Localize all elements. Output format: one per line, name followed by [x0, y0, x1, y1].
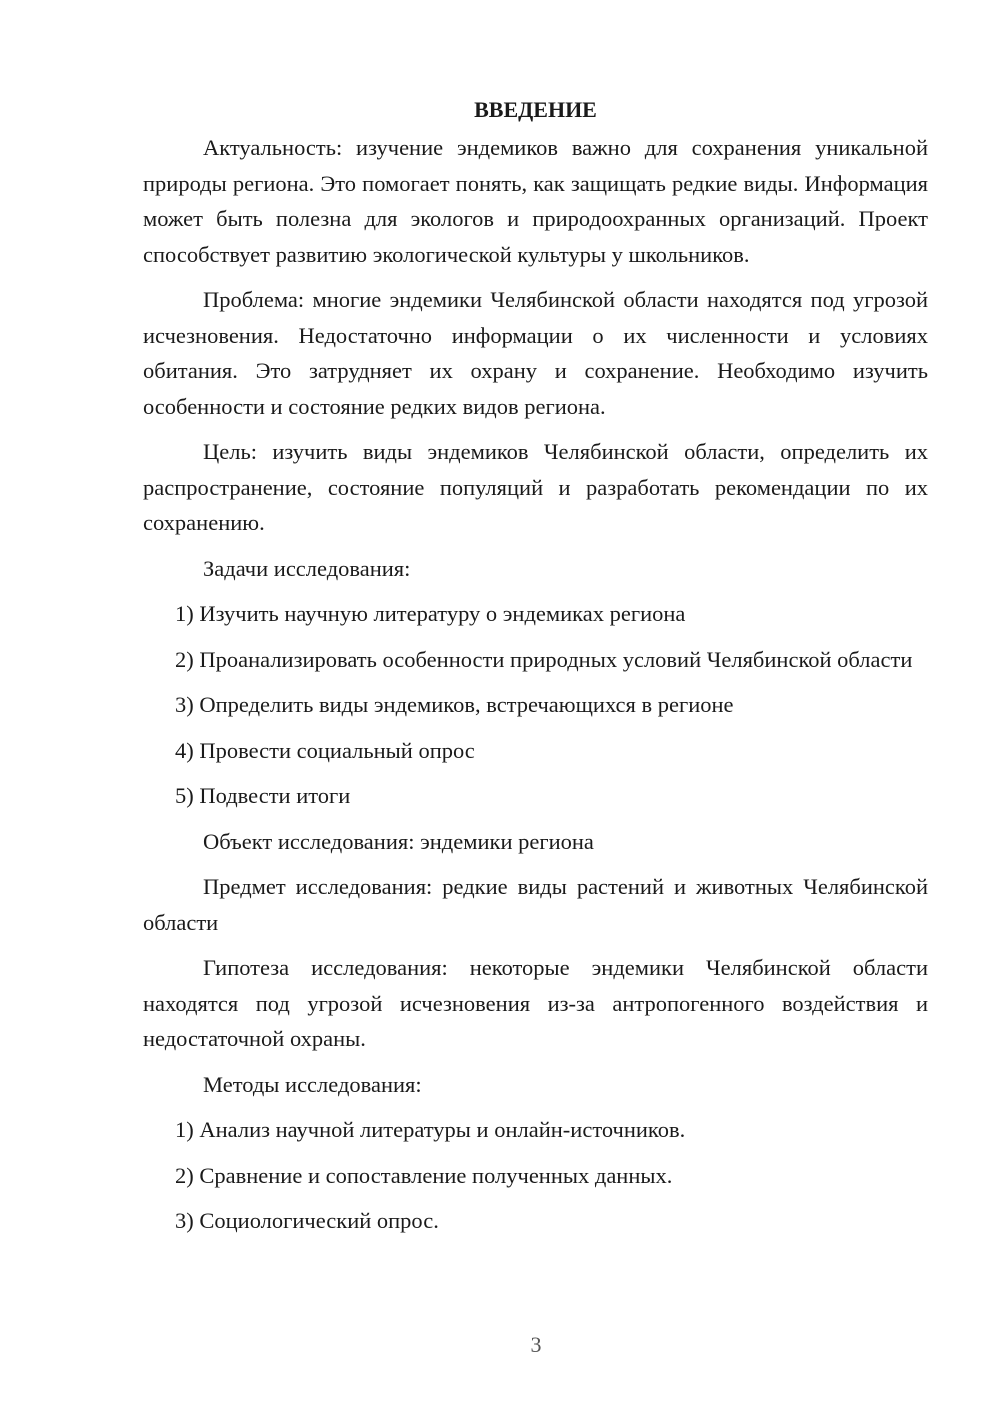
task-item-3: 3) Определить виды эндемиков, встречающихся в регионе — [175, 692, 734, 717]
task-item-5: 5) Подвести итоги — [175, 783, 351, 808]
task-item-2: 2) Проанализировать особенности природных условий Челябинской области — [175, 646, 913, 672]
method-item-3: 3) Социологический опрос. — [175, 1208, 439, 1233]
paragraph-subject: Предмет исследования: редкие виды растений и животных Челябинской области — [143, 874, 928, 935]
paragraph-hypothesis: Гипотеза исследования: некоторые эндемики Челябинской области находятся под угрозой исчезновения из-за антропогенного воздействия и недостаточной охраны. — [143, 955, 928, 1051]
paragraph-goal: Цель: изучить виды эндемиков Челябинской области, определить их распространение, состояние популяций и разработать рекомендации по их сохранению. — [143, 439, 928, 535]
paragraph-object: Объект исследования: эндемики региона — [203, 828, 594, 854]
section-title: ВВЕДЕНИЕ — [474, 97, 597, 122]
method-item-1: 1) Анализ научной литературы и онлайн-источников. — [175, 1117, 686, 1142]
task-item-4: 4) Провести социальный опрос — [175, 737, 475, 763]
tasks-heading: Задачи исследования: — [203, 555, 411, 581]
page-content — [143, 92, 928, 1249]
page-number: 3 — [530, 1332, 542, 1357]
task-item-1: 1) Изучить научную литературу о эндемиках региона — [175, 601, 686, 626]
method-item-2: 2) Сравнение и сопоставление полученных данных. — [175, 1162, 673, 1188]
paragraph-relevance: Актуальность: изучение эндемиков важно для сохранения уникальной природы региона. Это помогает понять, как защищать редкие виды. Информация может быть полезна для экологов и природоохранных организаций. Проект способствует развитию экологической культуры у школьников. — [143, 135, 928, 267]
methods-heading: Методы исследования: — [203, 1071, 422, 1097]
paragraph-problem: Проблема: многие эндемики Челябинской области находятся под угрозой исчезновения. Недостаточно информации о их численности и условиях обитания. Это затрудняет их охрану и сохранение. Необходимо изучить особенности и состояние редких видов региона. — [143, 287, 928, 419]
